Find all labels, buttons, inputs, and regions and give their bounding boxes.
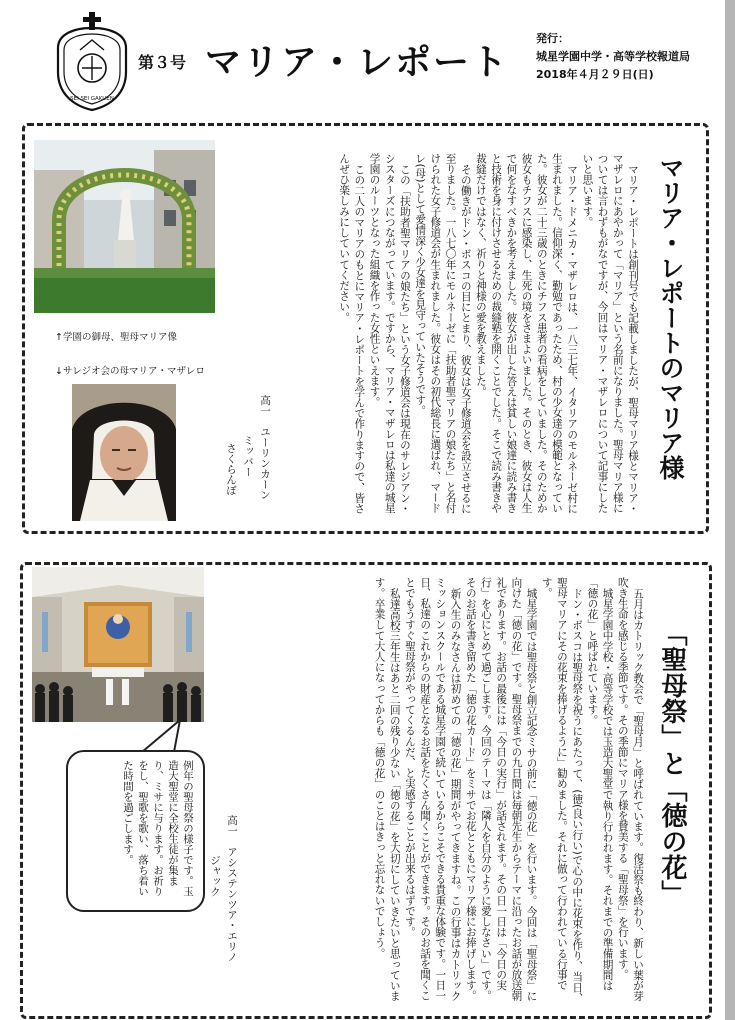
issue-number: 第３号	[138, 53, 187, 72]
mazzarello-portrait-photo	[72, 384, 176, 521]
article-2-paragraph: ドン・ボスコは聖母祭を祝うにあたって、(徳(良い行い)で心の中に花束を作り、当日、聖母マリアにその花束を捧げるように」勧めました。それに倣って行われている行事です。	[540, 577, 584, 1003]
bubble-caption-text: 例年の聖母祭の様子です。玉造大聖堂に全校生徒が集まり、ミサに与ります。お祈りをし、聖歌を歌い、落ち着いた時間を過ごします。	[122, 760, 194, 897]
author-line: さくらんぼ	[225, 443, 237, 496]
article-1-paragraph: その働きがドン・ボスコの目にとまり、彼女は女子修道会を設立させるに至りました。一八七〇年にモルネーゼに「扶助者聖マリアの娘たち」と名付けられた女子修道会が生まれました。彼女はその初代総長に選ばれ、マードレ(母)として愛情深く少女達を見守っていたそうです。	[414, 153, 472, 514]
photo-caption-bubble	[66, 750, 205, 912]
article-2-paragraph: 新入生のみなさんは初めての「徳の花」期間がやってきますね。この行事はカトリックミッションスクールである城星学園で続いているからこそできる貴重な体験です。一日一日、私達のこれからの財産となるお話をたくさん聞くことができます。そのお話を聞くことでもうすぐ聖母祭がやってくるんだ、と実感することが出来るはずです。	[403, 577, 462, 1001]
publisher-label: 発行：	[536, 32, 569, 45]
article-2-body	[255, 577, 645, 1005]
photo-caption-statue: ↑学園の御母、聖母マリア像	[55, 332, 177, 343]
bubble-pointer	[140, 718, 190, 754]
article-2-signature	[206, 815, 240, 962]
mary-statue-photo	[34, 140, 215, 313]
school-crest-logo	[52, 10, 132, 112]
article-2-paragraph: 城星学園中学校・高等学校では玉造大聖堂で執り行われます。それまでの準備期間は「徳の花」と呼ばれています。	[586, 577, 614, 991]
author-line: ミッバー	[242, 435, 254, 477]
author-line: 高一 アシステンツア・エリノ	[226, 815, 238, 962]
page-edge-bar	[725, 0, 735, 1020]
publish-date: 2018年４月２９日(日)	[536, 68, 654, 81]
article-1-paragraph: マリア・レポートは創刊号でも記載しましたが、聖母マリア様とマリア・マザレロにあやかって「マリア」という名前になりました。聖母マリア様については言わずもがなですが、今回はマリア・マザレロについて記事にしたいと思います。	[581, 153, 639, 514]
article-2-paragraph: 私達高校三年生はあと二回の残り少ない「徳の花」を大切にしていきたいと思っています。卒業して大人になってからも「徳の花」のことはきっと忘れないでしょう。	[373, 577, 401, 1001]
author-line: ジャック	[209, 855, 221, 897]
article-2-paragraph: 城星学園では聖母祭と創立記念ミサの前に「徳の花」を行います。今回は「聖母祭」に向けた「徳の花」です。聖母祭までの九日間は毎朝先生からテーマに沿ったお話が放送朝礼であります。お話の最後には「今日の実行」が話されます。その日一日は「今日の実行」を心にとめて過ごします。今回のテーマは「隣人を自分のように愛しなさい」です。そのお話を書き留めた「徳の花カード」をミサでお花とともにマリア様にお捧げします。	[464, 577, 538, 1001]
publisher-name: 城星学園中学・高等学校報道局	[536, 50, 690, 63]
article-1-title: マリア・レポートのマリア様	[656, 155, 685, 480]
publisher-info	[536, 30, 690, 84]
article-2-title: 「聖母祭」と「徳の花」	[657, 620, 687, 906]
cathedral-mass-photo	[32, 567, 204, 722]
author-line: 高一 ユーリンカーン	[259, 395, 271, 500]
article-1-paragraph: この「扶助者聖マリアの娘たち」という女子修道会は現在のサレジアン・シスターズにつながっています。ですから、マリア・マザレロは私達の城星学園のルーツとなった組織を作った女性といえます。	[368, 153, 411, 514]
photo-caption-mazzarello: ↓サレジオ会の母マリア・マザレロ	[55, 366, 205, 377]
newsletter-title: マリア・レポート	[205, 42, 510, 83]
article-1-paragraph: マリア・ドメニカ・マザレロは、一八三七年、イタリアのモルネーゼ村に生まれました。信仰深く、勤勉であったため、村の少女達の模範となっていた。彼女が二十三歳のときにチフス患者の看病をしていました。そのためか彼女もチフスに感染し、生死の境をさまよいました。そのとき、彼女は人生で何をなすべきかを考えました。彼女が出した答えは貧しい娘達に読み書きと技術を身に付けさせるための裁縫塾を開くことでした。そこで読み書きや裁縫だけではなく、祈りと神様の愛を教えました。	[474, 153, 579, 514]
article-1-paragraph: この二人のマリアのもとにマリア・レポートを学んで作りますので、皆さんぜひ楽しみにしていてください。	[338, 153, 366, 514]
svg-text:SEI SEI GAKUEN: SEI SEI GAKUEN	[70, 96, 114, 102]
article-2-paragraph: 五月はカトリック教会で「聖母月」と呼ばれています。復活祭も終わり、新しい葉が芽吹き生命を感じる季節です。その季節にマリア様を賛美する「聖母祭」を行います。	[616, 577, 644, 1001]
article-1-signature	[222, 395, 273, 500]
article-1-body	[275, 153, 640, 515]
